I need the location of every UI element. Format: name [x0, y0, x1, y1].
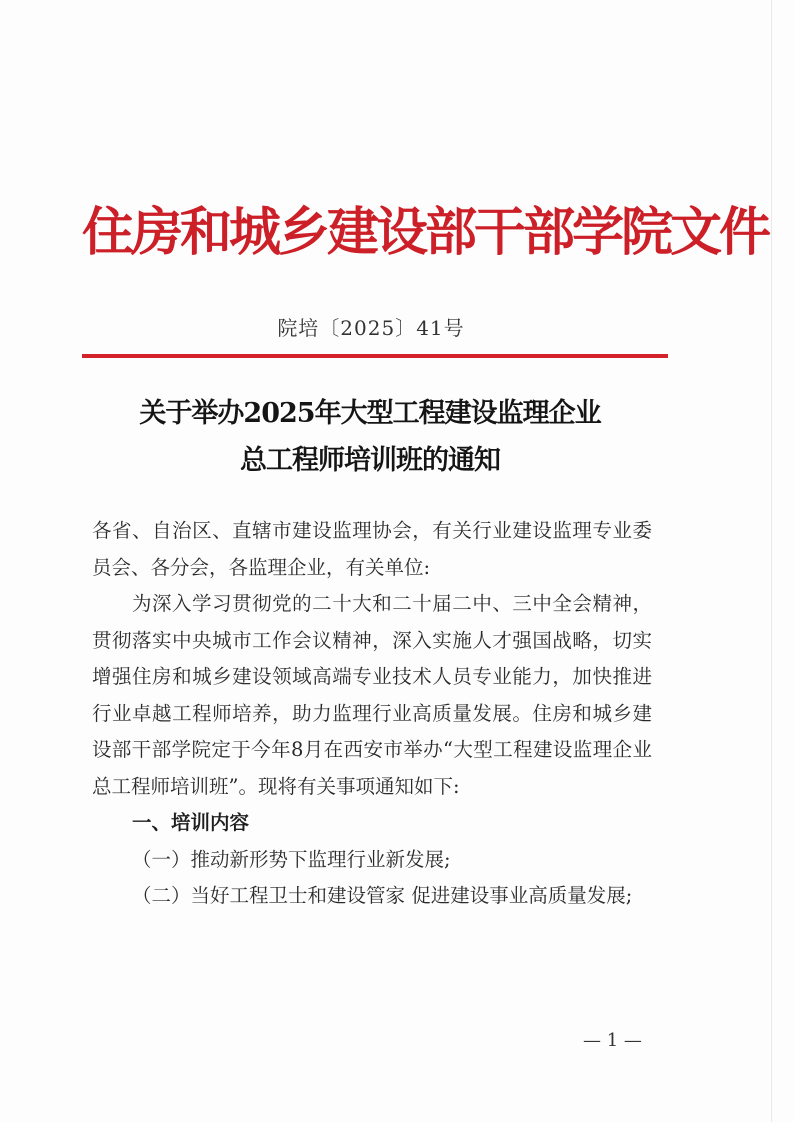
- intro-paragraph: 为深入学习贯彻党的二十大和二十届二中、三中全会精神，贯彻落实中央城市工作会议精神，深入实施人才强国战略，切实增强住房和城乡建设领域高端专业技术人员专业能力，加快推进行业卓越工程师培养，助力监理行业高质量发展。住房和城乡建设部干部学院定于今年8月在西安市举办“大型工程建设监理企业总工程师培训班”。现将有关事项通知如下:: [92, 592, 652, 798]
- issuer-header: 住房和城乡建设部干部学院文件: [82, 203, 769, 263]
- list-item: （一）推动新形势下监理行业新发展;: [132, 847, 451, 871]
- section-heading-training-content: 一、培训内容: [132, 811, 250, 834]
- document-number: 院培〔2025〕41号: [277, 316, 465, 340]
- notice-title-line-1: 关于举办2025年大型工程建设监理企业: [139, 398, 601, 429]
- page-edge: [771, 0, 772, 1122]
- recipients-paragraph: 各省、自治区、直辖市建设监理协会，有关行业建设监理专业委员会、各分会，各监理企业，有关单位:: [92, 519, 652, 579]
- notice-title-line-2: 总工程师培训班的通知: [240, 445, 500, 476]
- list-item: （二）当好工程卫士和建设管家 促进建设事业高质量发展;: [132, 884, 633, 907]
- page-number: — 1 —: [583, 1030, 642, 1051]
- notice-body: [92, 513, 652, 915]
- red-separator-line: [82, 354, 668, 358]
